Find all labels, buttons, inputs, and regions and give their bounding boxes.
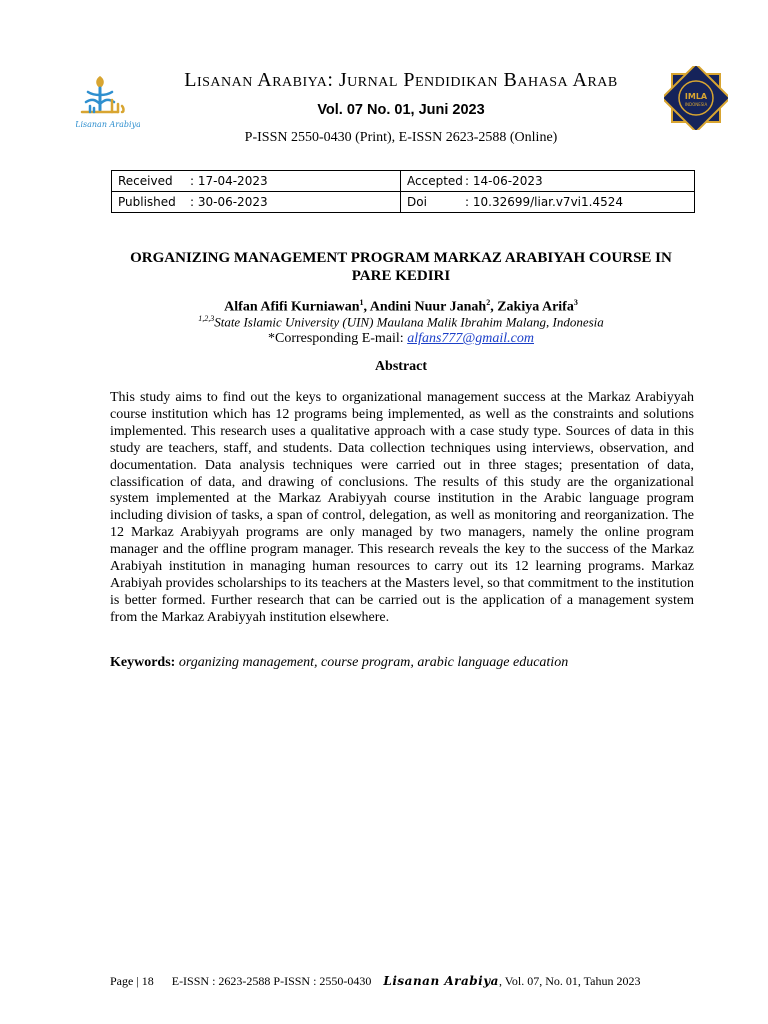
author-list: Alfan Afifi Kurniawan$^1$, Andini Nuur Janah$^2$, Zakiya Arifa$^3$ [224,298,578,315]
published-label: Published [118,195,176,209]
accepted-value: : 14-06-2023 [465,174,543,188]
corresponding-email [0,331,768,347]
published-cell [112,192,401,213]
footer-issue: , Vol. 07, No. 01, Tahun 2023 [498,974,641,988]
email-label: *Corresponding E-mail: [267,331,408,346]
journal-name: Lisanan Arabiya: Jurnal Pendidikan Bahasa Arab [184,69,618,91]
page-number: Page | 18 [110,974,154,988]
author-sup: 1 [359,298,364,307]
author-name: Andini Nuur Janah [369,299,487,315]
doi-label: Doi [407,195,427,209]
received-value: : 17-04-2023 [190,174,268,188]
received-label: Received [118,174,173,188]
volume-info: Vol. 07 No. 01, Juni 2023 [317,102,485,118]
imla-logo-text: IMLA [684,92,708,101]
page-footer [110,974,710,989]
received-cell [112,171,401,192]
keywords [110,655,694,671]
email-link[interactable]: alfans777@gmail.com [407,331,535,346]
author-sup: 3 [573,298,578,307]
author-name: Zakiya Arifa [497,299,574,315]
article-title: ORGANIZING MANAGEMENT PROGRAM MARKAZ ARABIYAH COURSE IN PARE KEDIRI [130,250,672,284]
doi-cell [401,192,695,213]
doi-value: : 10.32699/liar.v7vi1.4524 [465,195,623,209]
published-value: : 30-06-2023 [190,195,268,209]
author-affiliation [0,314,768,330]
dates-row [112,192,695,213]
abstract-text: This study aims to find out the keys to organizational management success at the Markaz Arabiyyah course institution which has 12 programs being implemented, as well as the constraints and solutions implemented. This research uses a qualitative approach with a case study type. Sources of data in this study are teachers, staff, and students. Data collection techniques using interviews, observation, and documentation. Data analysis techniques were carried out in three stages; presentation of data, classification of data, and drawing of conclusions. The results of this study are the organizational system implemented at the Markaz Arabiyyah course institution in the Arabic language program including division of tasks, a span of control, delegation, as well as monitoring and reorganization. The 12 Markaz Arabiyyah programs are only managed by two managers, namely the online program manager and the offline program manager. This research reveals the key to the success of the Markaz Arabiyah institution in managing human resources to carry out its 12 learning programs. Markaz Arabiyah provides scholarships to its teachers at the Masters level, so that commitment to the institution is better formed. Further research that can be carried out is the application of a management system from the Markaz Arabiyyah institution elsewhere. [110,390,694,625]
footer-issn: E-ISSN : 2623-2588 P-ISSN : 2550-0430 [171,974,372,988]
article-dates-table [111,170,695,213]
keywords-label: Keywords: [110,655,176,670]
logo-caption: Lisanan Arabiya [76,120,140,129]
affiliation-text: State Islamic University (UIN) Maulana Malik Ibrahim Malang, Indonesia [214,314,604,330]
accepted-cell [401,171,695,192]
footer-journal-name: Lisanan Arabiya [383,974,499,988]
author-name: Alfan Afifi Kurniawan [224,299,360,315]
issn-info: P-ISSN 2550-0430 (Print), E-ISSN 2623-2588 (Online) [244,130,558,145]
keywords-text: organizing management, course program, arabic language education [178,655,569,670]
dates-row [112,171,695,192]
accepted-label: Accepted [407,174,463,188]
abstract-heading: Abstract [374,359,428,374]
imla-logo-subtext: INDONESIA [684,102,708,107]
affiliation-sup: 1,2,3 [198,314,215,323]
author-sup: 2 [486,298,491,307]
